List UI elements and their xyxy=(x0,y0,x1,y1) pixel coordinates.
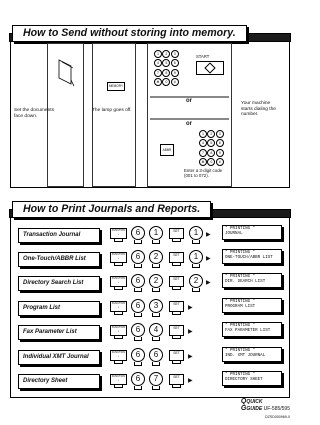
quick-guide-logo xyxy=(241,398,290,412)
digit-key[interactable]: 6 xyxy=(131,372,145,386)
key-5[interactable]: 5 xyxy=(162,59,170,67)
digit-key[interactable]: 6 xyxy=(131,274,145,288)
function-key-label: FUNCTION xyxy=(111,277,126,280)
report-name: Directory Search List xyxy=(18,276,100,291)
set-key[interactable] xyxy=(169,350,184,361)
section-title-send: How to Send without storing into memory. xyxy=(12,25,247,42)
set-key[interactable] xyxy=(169,301,184,312)
report-name: One-Touch/ABBR List xyxy=(18,252,100,267)
digit-key[interactable]: 6 xyxy=(131,299,145,313)
function-key-label: FUNCTION xyxy=(111,229,126,232)
function-key-label: FUNCTION xyxy=(111,253,126,256)
digit-key[interactable]: 2 xyxy=(149,250,163,264)
arrow-right-icon: ▶ xyxy=(188,378,193,384)
digit-key[interactable]: 1 xyxy=(189,226,203,240)
report-row xyxy=(18,252,282,267)
key-8[interactable]: 8 xyxy=(162,69,170,77)
report-row xyxy=(18,325,282,340)
arrow-right-icon: ▶ xyxy=(206,232,211,238)
document-tray-icon xyxy=(56,58,76,88)
digit-key[interactable]: 6 xyxy=(131,226,145,240)
display-readout xyxy=(222,298,282,313)
digit-key[interactable]: 6 xyxy=(131,323,145,337)
function-key-sub: ▪ xyxy=(118,355,119,358)
digit-key[interactable]: 2 xyxy=(189,274,203,288)
arrow-right-icon: ▶ xyxy=(188,305,193,311)
key-hash[interactable]: # xyxy=(171,78,179,86)
display-line-1: * PRINTING * xyxy=(225,373,256,377)
set-key-label: SET xyxy=(173,302,180,306)
key-1[interactable]: 1 xyxy=(154,50,162,58)
function-key-sub: ▪ xyxy=(118,330,119,333)
section-title-print: How to Print Journals and Reports. xyxy=(12,201,211,218)
arrow-right-icon: ▶ xyxy=(206,280,211,286)
abbr-button[interactable]: ABBR xyxy=(160,144,174,156)
function-key-label: FUNCTION xyxy=(111,375,126,378)
start-button[interactable] xyxy=(196,61,224,75)
function-key[interactable] xyxy=(110,374,127,385)
display-readout xyxy=(222,347,282,362)
function-key-label: FUNCTION xyxy=(111,302,126,305)
display-line-1: * PRINTING * xyxy=(225,349,256,353)
set-key-label: SET xyxy=(173,351,180,355)
set-key-label: SET xyxy=(173,326,180,330)
key-2[interactable]: 2 xyxy=(162,50,170,58)
function-key[interactable] xyxy=(110,350,127,361)
key-0[interactable]: 0 xyxy=(162,78,170,86)
key-3[interactable]: 3 xyxy=(171,50,179,58)
key-2[interactable]: 2 xyxy=(207,130,215,138)
arrow-right-icon: ▶ xyxy=(188,354,193,360)
display-line-1: * PRINTING * xyxy=(225,324,256,328)
key-4[interactable]: 4 xyxy=(154,59,162,67)
report-name: Program List xyxy=(18,301,100,316)
display-line-2: JOURNAL xyxy=(225,232,243,237)
key-3[interactable]: 3 xyxy=(216,130,224,138)
display-line-1: * PRINTING * xyxy=(225,227,256,231)
key-0[interactable]: 0 xyxy=(207,158,215,166)
keypad-a xyxy=(154,50,178,86)
display-line-2: DIR. SEARCH LIST xyxy=(225,280,266,285)
display-line-2: PROGRAM LIST xyxy=(225,305,256,310)
set-key[interactable] xyxy=(169,374,184,385)
start-label: START xyxy=(196,54,210,59)
function-key[interactable] xyxy=(110,228,127,239)
key-7[interactable]: 7 xyxy=(154,69,162,77)
report-row xyxy=(18,350,282,365)
set-key-label: SET xyxy=(173,375,180,379)
display-line-2: IND. XMT JOURNAL xyxy=(225,354,266,359)
function-key-sub: ▪ xyxy=(118,233,119,236)
display-line-1: * PRINTING * xyxy=(225,251,256,255)
digit-key[interactable]: 6 xyxy=(149,348,163,362)
arrow-right-icon: ▶ xyxy=(188,329,193,335)
digit-key[interactable]: 6 xyxy=(131,348,145,362)
document-code: DZSD000969-0 xyxy=(265,415,290,419)
digit-key[interactable]: 6 xyxy=(131,250,145,264)
key-9[interactable]: 9 xyxy=(216,149,224,157)
logo-quick: QUICK xyxy=(246,399,263,405)
or-label-2: or xyxy=(186,121,192,127)
function-key-sub: ▪ xyxy=(118,306,119,309)
digit-key[interactable]: 4 xyxy=(149,323,163,337)
set-key-label: SET xyxy=(173,253,180,257)
digit-key[interactable]: 2 xyxy=(149,274,163,288)
function-key[interactable] xyxy=(110,325,127,336)
set-key-label: SET xyxy=(173,229,180,233)
key-1[interactable]: 1 xyxy=(199,130,207,138)
report-name: Fax Parameter List xyxy=(18,325,100,340)
function-key[interactable] xyxy=(110,301,127,312)
report-name: Transaction Journal xyxy=(18,228,100,243)
logo-q: Q xyxy=(240,398,247,405)
function-key[interactable] xyxy=(110,276,127,287)
display-line-2: ONE-TOUCH/ABBR LIST xyxy=(225,256,273,261)
key-6[interactable]: 6 xyxy=(171,59,179,67)
step1-caption: Set the documents face down. xyxy=(14,108,54,119)
key-star[interactable]: ✻ xyxy=(154,78,162,86)
set-key[interactable] xyxy=(169,252,184,263)
key-star[interactable]: ✻ xyxy=(199,158,207,166)
key-5[interactable]: 5 xyxy=(207,139,215,147)
display-readout xyxy=(222,371,282,386)
display-readout xyxy=(222,249,282,264)
diamond-icon xyxy=(204,62,215,73)
key-4[interactable]: 4 xyxy=(199,139,207,147)
step4-caption: Your machine starts dialing the number. xyxy=(241,101,276,118)
function-key-sub: ▪ xyxy=(118,379,119,382)
display-line-1: * PRINTING * xyxy=(225,300,256,304)
key-6[interactable]: 6 xyxy=(216,139,224,147)
function-key-label: FUNCTION xyxy=(111,351,126,354)
logo-guide: GUIDE xyxy=(246,406,263,412)
keypad-b xyxy=(199,130,223,166)
memory-button[interactable]: MEMORY xyxy=(107,82,125,91)
report-row xyxy=(18,228,282,243)
function-key[interactable] xyxy=(110,252,127,263)
logo-g: G xyxy=(240,405,247,412)
set-key-label: SET xyxy=(173,277,180,281)
display-readout xyxy=(222,273,282,288)
step2-caption: The lamp goes off. xyxy=(92,108,132,113)
key-7[interactable]: 7 xyxy=(199,149,207,157)
or-label-1: or xyxy=(186,98,192,104)
display-line-1: * PRINTING * xyxy=(225,275,256,279)
set-key[interactable] xyxy=(169,276,184,287)
arrow-right-icon: ▶ xyxy=(206,256,211,262)
digit-key[interactable]: 1 xyxy=(149,226,163,240)
key-hash[interactable]: # xyxy=(216,158,224,166)
logo-model: UF-585/595 xyxy=(263,406,290,412)
function-key-sub: ▪ xyxy=(118,281,119,284)
key-8[interactable]: 8 xyxy=(207,149,215,157)
set-key[interactable] xyxy=(169,325,184,336)
digit-key[interactable]: 3 xyxy=(149,299,163,313)
divider-bar xyxy=(150,118,229,120)
set-key[interactable] xyxy=(169,228,184,239)
report-row xyxy=(18,374,282,389)
send-step-memory xyxy=(92,43,136,187)
digit-key[interactable]: 1 xyxy=(189,250,203,264)
report-name: Individual XMT Journal xyxy=(18,350,100,365)
report-name: Directory Sheet xyxy=(18,374,100,389)
display-readout xyxy=(222,225,282,240)
display-line-2: FAX PARAMETER LIST xyxy=(225,329,271,334)
enter-code-caption: Enter a 3-digit code (001 to 072). xyxy=(184,168,223,179)
function-key-sub: ▪ xyxy=(118,257,119,260)
function-key-label: FUNCTION xyxy=(111,326,126,329)
digit-key[interactable]: 7 xyxy=(149,372,163,386)
display-readout xyxy=(222,322,282,337)
send-step-dial xyxy=(147,43,232,187)
key-9[interactable]: 9 xyxy=(171,69,179,77)
report-row xyxy=(18,276,282,291)
report-row xyxy=(18,301,282,316)
display-line-2: DIRECTORY SHEET xyxy=(225,378,263,383)
